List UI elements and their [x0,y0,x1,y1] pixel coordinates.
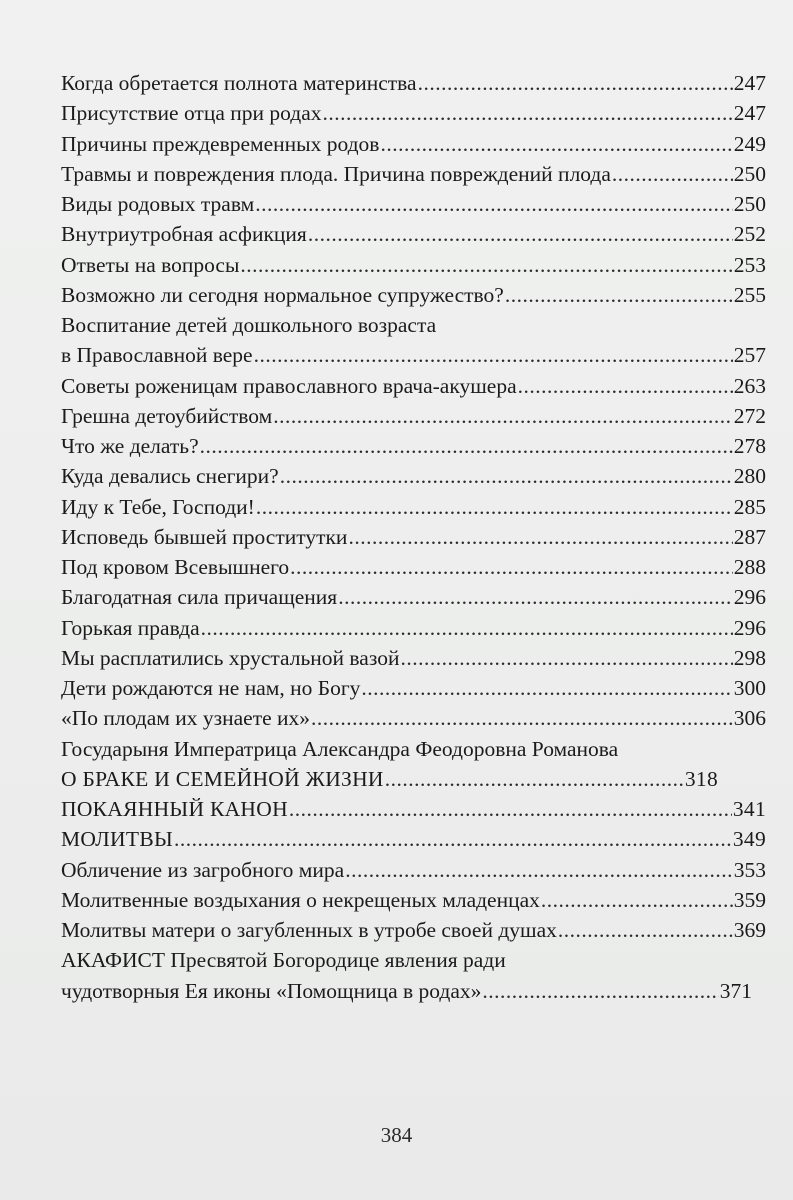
toc-entry [61,461,766,491]
dot-leader [385,764,684,794]
toc-entry-page: 252 [733,222,766,247]
toc-entry-page: 359 [733,887,766,912]
dot-leader [308,219,733,249]
toc-entry-title: Причины преждевременных родов [61,131,380,156]
toc-entry-title: Что же делать? [61,434,199,458]
dot-leader [200,431,733,461]
toc-entry-title: ПОКАЯННЫЙ КАНОН [61,797,288,821]
toc-entry-title: АКАФИСТ Пресвятой Богородице явления ради [61,948,506,973]
dot-leader [289,794,732,824]
toc-entry-page: 371 [719,978,752,1003]
dot-leader [380,129,732,159]
toc-entry-page: 341 [732,797,766,821]
toc-entry-heading-line [61,310,766,340]
toc-entry-title: Когда обретается полнота материнства [61,71,417,95]
toc-entry-title: Воспитание детей дошкольного возраста [61,313,437,337]
toc-entry-page: 247 [733,71,766,95]
toc-entry [61,68,766,98]
toc-entry [61,794,766,824]
toc-entry [61,613,766,643]
toc-entry-title: МОЛИТВЫ [61,827,174,852]
dot-leader [418,68,733,98]
toc-entry-title: Молитвенные воздыхания о некрещеных младенцах [61,887,540,912]
toc-entry [61,159,766,189]
toc-entry-page: 306 [733,706,766,731]
toc-entry-title: Благодатная сила причащения [61,585,338,610]
toc-section-author [61,734,766,764]
toc-entry-title: Обличение из загробного мира [61,857,345,882]
toc-entry-title: чудотворныя Ея иконы «Помощница в родах» [61,978,482,1003]
toc-entry-title: Под кровом Всевышнего [61,555,290,579]
dot-leader [558,915,733,945]
toc-entry-page: 349 [732,827,766,852]
toc-entry-page: 300 [733,676,766,700]
toc-entry-page: 249 [733,131,766,156]
toc-entry-page: 263 [733,373,766,398]
toc-entry [61,98,766,128]
toc-entry-title: Государыня Императрица Александра Феодоровна Романова [61,736,619,761]
toc-entry [61,764,766,794]
dot-leader [612,159,733,189]
toc-entry-page: 287 [733,524,766,549]
dot-leader [323,98,733,128]
dot-leader [518,371,733,401]
toc-entry [61,219,766,249]
toc-entry-title: Присутствие отца при родах [61,101,322,126]
toc-entry-title: Виды родовых травм [61,192,255,216]
toc-entry [61,673,766,703]
toc-entry-title: Куда девались снегири? [61,464,279,489]
toc-entry-page: 296 [733,585,766,610]
toc-entry-page: 280 [733,464,766,489]
toc-entry [61,129,766,159]
toc-entry-title: Мы расплатились хрустальной вазой [61,645,400,670]
toc-entry [61,643,766,673]
toc-entry-title: Грешна детоубийством [61,403,273,428]
dot-leader [505,280,733,310]
dot-leader [240,250,732,280]
toc-entry [61,522,766,552]
toc-entry-title: «По плодам их узнаете их» [61,706,311,731]
page-number: 384 [380,1123,413,1147]
dot-leader [174,824,732,854]
toc-entry-page: 369 [733,918,766,942]
toc-entry [61,371,766,401]
toc-entry [61,431,766,461]
table-of-contents [61,68,766,1006]
toc-entry-page: 353 [733,857,766,882]
toc-entry-page: 296 [733,615,766,640]
toc-entry [61,703,766,733]
toc-entry-page: 278 [733,434,766,458]
toc-entry-page: 288 [733,555,766,579]
toc-entry [61,976,766,1006]
toc-entry-title: Внутриутробная асфикция [61,222,307,247]
dot-leader [256,492,733,522]
toc-entry [61,582,766,612]
toc-entry-page: 272 [733,403,766,428]
toc-entry-title: Исповедь бывшей проститутки [61,524,348,549]
dot-leader [361,673,732,703]
toc-entry [61,824,766,854]
dot-leader [254,340,733,370]
dot-leader [273,401,733,431]
dot-leader [201,613,733,643]
toc-entry-page: 247 [733,101,766,126]
dot-leader [541,885,733,915]
toc-entry [61,189,766,219]
dot-leader [348,522,732,552]
toc-entry-title: Иду к Тебе, Господи! [61,494,255,519]
toc-entry-title: Советы роженицам православного врача-акушера [61,373,517,398]
toc-entry [61,885,766,915]
toc-entry-page: 257 [733,343,766,368]
dot-leader [345,855,733,885]
toc-entry-page: 255 [733,282,766,307]
dot-leader [400,643,732,673]
dot-leader [290,552,733,582]
toc-entry-page: 250 [733,192,766,216]
toc-entry-title: О БРАКЕ И СЕМЕЙНОЙ ЖИЗНИ [61,766,384,791]
toc-entry [61,492,766,522]
toc-entry-heading-line [61,945,766,975]
toc-entry-title: Молитвы матери о загубленных в утробе своей душах [61,918,557,942]
dot-leader [311,703,733,733]
dot-leader [255,189,733,219]
toc-entry [61,280,766,310]
dot-leader [482,976,718,1006]
dot-leader [338,582,733,612]
toc-entry [61,915,766,945]
toc-entry [61,552,766,582]
toc-entry-page: 253 [733,252,766,277]
dot-leader [280,461,733,491]
toc-entry-page: 285 [733,494,766,519]
toc-entry-title: Ответы на вопросы [61,252,240,277]
toc-entry-title: в Православной вере [61,343,253,368]
toc-entry [61,855,766,885]
toc-entry [61,401,766,431]
toc-entry [61,250,766,280]
toc-entry-title: Возможно ли сегодня нормальное супружество? [61,282,504,307]
toc-entry-page: 298 [733,645,766,670]
toc-entry-page: 318 [684,766,718,791]
toc-entry [61,340,766,370]
toc-entry-title: Горькая правда [61,615,200,640]
toc-entry-title: Травмы и повреждения плода. Причина повреждений плода [61,161,611,186]
toc-entry-page: 250 [733,161,766,186]
toc-entry-title: Дети рождаются не нам, но Богу [61,676,361,700]
